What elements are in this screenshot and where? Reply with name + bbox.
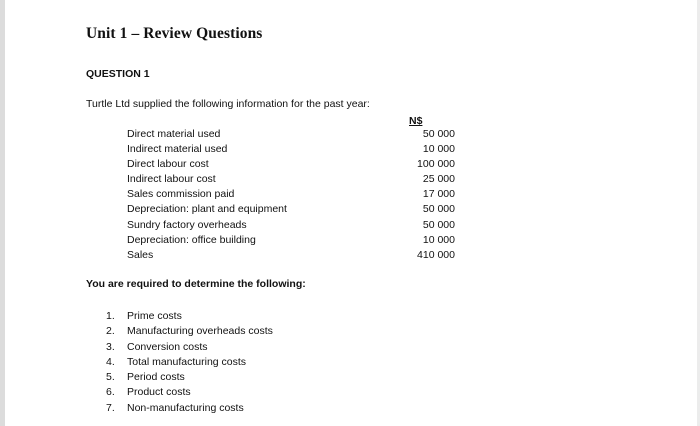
task-number: 3.	[106, 340, 115, 353]
task-item	[106, 355, 273, 370]
task-number: 2.	[106, 325, 115, 338]
line-item-amount: 50 000	[422, 128, 455, 140]
task-item	[106, 401, 273, 416]
line-item-label: Indirect material used	[127, 143, 228, 156]
task-text: Manufacturing overheads costs	[127, 325, 273, 338]
line-item-amount: 17 000	[422, 188, 455, 201]
task-item	[106, 385, 273, 400]
task-text: Conversion costs	[127, 340, 208, 353]
task-text: Non-manufacturing costs	[127, 401, 244, 414]
line-item-amount: 10 000	[422, 233, 455, 246]
task-item	[106, 309, 273, 324]
line-item-label: Direct labour cost	[127, 158, 209, 171]
page-left-edge	[0, 0, 5, 426]
line-item-label: Depreciation: plant and equipment	[127, 203, 287, 216]
task-list	[106, 309, 273, 416]
task-number: 1.	[106, 310, 115, 322]
line-item-amount: 25 000	[422, 173, 455, 186]
line-item-amount: 100 000	[417, 158, 455, 171]
line-item-labels	[127, 127, 287, 263]
line-item-label: Sales commission paid	[127, 188, 235, 201]
line-item-amount: 50 000	[422, 218, 455, 231]
line-item-amount: 10 000	[422, 143, 455, 156]
page-title: Unit 1 – Review Questions	[86, 25, 263, 42]
task-item	[106, 370, 273, 385]
task-text: Period costs	[127, 371, 185, 384]
task-number: 5.	[106, 371, 115, 384]
line-item-label: Sundry factory overheads	[127, 218, 247, 231]
required-heading: You are required to determine the following:	[86, 278, 306, 290]
line-item-label: Depreciation: office building	[127, 233, 256, 246]
question-heading: QUESTION 1	[86, 68, 150, 80]
task-number: 4.	[106, 355, 115, 368]
currency-header: N$	[409, 115, 423, 127]
line-item-amount: 410 000	[417, 248, 455, 261]
line-item-label: Sales	[127, 248, 154, 261]
task-number: 6.	[106, 386, 115, 399]
question-intro: Turtle Ltd supplied the following information for the past year:	[86, 98, 370, 110]
task-number: 7.	[106, 401, 115, 414]
task-text: Total manufacturing costs	[127, 355, 247, 368]
line-item-label: Indirect labour cost	[127, 173, 216, 186]
line-item-amounts	[380, 127, 455, 263]
line-item-label: Direct material used	[127, 128, 221, 140]
task-text: Product costs	[127, 386, 191, 399]
task-item	[106, 340, 273, 355]
task-text: Prime costs	[127, 310, 182, 322]
line-item-amount: 50 000	[422, 203, 455, 216]
task-item	[106, 324, 273, 339]
